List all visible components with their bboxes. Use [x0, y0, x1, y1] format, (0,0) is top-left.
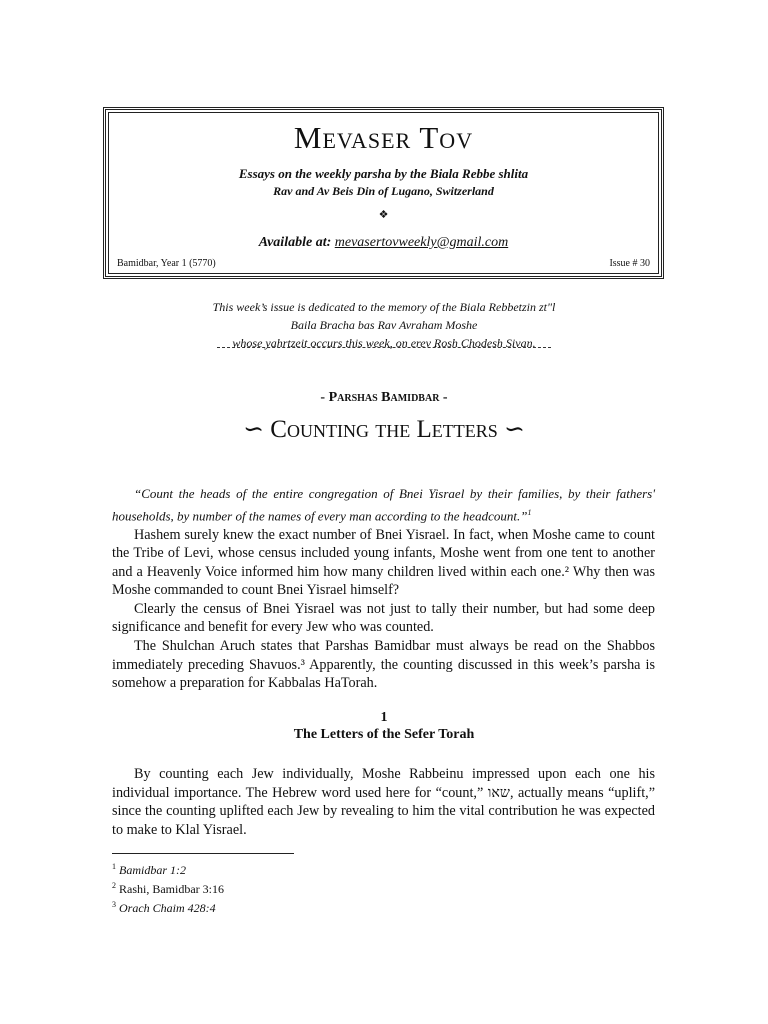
article-heading: ∽ Counting the Letters ∽ — [243, 416, 525, 443]
email-link[interactable]: mevasertovweekly@gmail.com — [334, 235, 509, 250]
footnotes — [112, 859, 224, 916]
dashed-divider — [217, 347, 551, 348]
paragraph-1: Hashem surely knew the exact number of Bnei Yisrael. In fact, when Moshe came to count the Tribe of Levi, whose census included young infants, Moshe went from one tent to another and a Heavenly Voice informed him how many children lived within each one.² Why then was Moshe commanded to count Bnei Yisrael himself? — [112, 526, 655, 599]
newsletter-author-line: Rav and Av Beis Din of Lugano, Switzerland — [273, 184, 494, 198]
paragraph-3: The Shulchan Aruch states that Parshas Bamidbar must always be read on the Shabbos immediately preceding Shavuos.³ Apparently, the counting discussed in this week’s parsha is somehow a preparation for Kabbalas HaTorah. — [112, 638, 655, 692]
section-body — [112, 765, 655, 839]
section-title: The Letters of the Sefer Torah — [293, 727, 475, 742]
available-label: Available at: — [258, 235, 332, 250]
issue-number: Issue # 30 — [609, 258, 650, 269]
newsletter-subtitle: Essays on the weekly parsha by the Biala Rebbe shlita — [238, 166, 529, 181]
dedication — [0, 298, 768, 352]
footnote-item: $^2$ Rashi, Bamidbar 3:16 — [112, 881, 224, 896]
section-paragraph: By counting each Jew individually, Moshe Rabbeinu impressed upon each one his individual importance. The Hebrew word used here for “count,” שאו, actually means “uplift,” since the counting uplifted each Jew by revealing to him the vital contribution he was expected to make to Klal Yisrael. — [112, 766, 655, 838]
masthead — [103, 107, 664, 279]
masthead-inner-border — [108, 112, 659, 274]
opening-quote: “Count the heads of the entire congregation of Bnei Yisrael by their families, by their fathers' households, by number of the names of every man according to the headcount.”$^1$ — [112, 486, 655, 523]
paragraph-2: Clearly the census of Bnei Yisrael was not just to tally their number, but had some deep significance and benefit for every Jew who was counted. — [112, 600, 655, 636]
footnote-item: $^1$ Bamidbar 1:2 — [112, 862, 186, 877]
dedication-line-1: This week’s issue is dedicated to the memory of the Biala Rebbetzin zt"l — [212, 300, 556, 314]
diamond-ornament-icon: ❖ — [378, 209, 389, 221]
parsha-name: - Parshas Bamidbar - — [320, 390, 448, 405]
article-body — [112, 485, 655, 693]
dedication-line-3: whose yahrtzeit occurs this week, on erev Rosh Chodesh Sivan. — [232, 336, 536, 350]
section-number: 1 — [380, 710, 388, 725]
footnote-item: $^3$ Orach Chaim 428:4 — [112, 900, 216, 915]
availability-line — [109, 235, 658, 251]
dedication-line-2: Baila Bracha bas Rav Avraham Moshe — [290, 318, 478, 332]
issue-year: Bamidbar, Year 1 (5770) — [117, 258, 216, 269]
newsletter-title: Mevaser Tov — [293, 120, 474, 155]
footnote-rule — [112, 853, 294, 854]
